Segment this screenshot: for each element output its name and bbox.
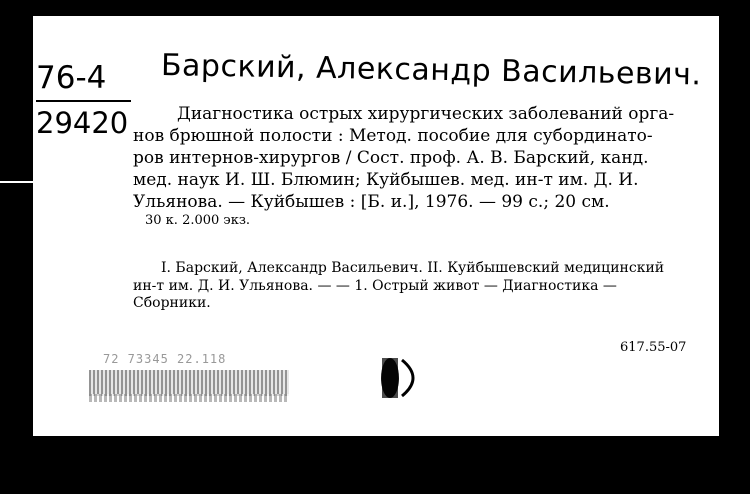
faded-stamp-strip <box>89 394 289 402</box>
description-line: мед. наук И. Ш. Блюмин; Куйбышев. мед. ин-т им. Д. И. <box>133 170 639 190</box>
faded-stamp-text: 72 73345 22.118 <box>103 352 227 366</box>
handwritten-divider <box>36 100 131 102</box>
price-and-print-run: 30 к. 2.000 экз. <box>145 213 251 228</box>
scan-border-right <box>740 0 750 494</box>
scan-border-bottom <box>0 443 750 494</box>
description-line: нов брюшной полости : Метод. пособие для субординато- <box>133 126 653 146</box>
tracing-line: ин-т им. Д. И. Ульянова. — — 1. Острый живот — Диагностика — <box>133 278 617 294</box>
description-line: Диагностика острых хирургических заболеваний орга- <box>177 104 675 124</box>
classification-code: 617.55-07 <box>620 340 687 355</box>
tracing-line: Сборники. <box>133 295 211 311</box>
handwritten-author: Барский, Александр Васильевич. <box>160 48 702 93</box>
handwritten-inventory-number: 29420 <box>36 106 129 140</box>
tracing-line: I. Барский, Александр Васильевич. II. Куйбышевский медицинский <box>161 260 665 276</box>
handwritten-shelf-code: 76-4 <box>36 60 107 96</box>
description-line: ров интернов-хирургов / Сост. проф. А. В. Барский, канд. <box>133 148 649 168</box>
faded-stamp-block <box>89 370 289 396</box>
punch-hole-icon <box>368 354 428 402</box>
description-line: Ульянова. — Куйбышев : [Б. и.], 1976. — 99 с.; 20 см. <box>133 192 610 212</box>
catalog-card <box>33 16 719 436</box>
scan-edge-mark <box>0 181 33 183</box>
